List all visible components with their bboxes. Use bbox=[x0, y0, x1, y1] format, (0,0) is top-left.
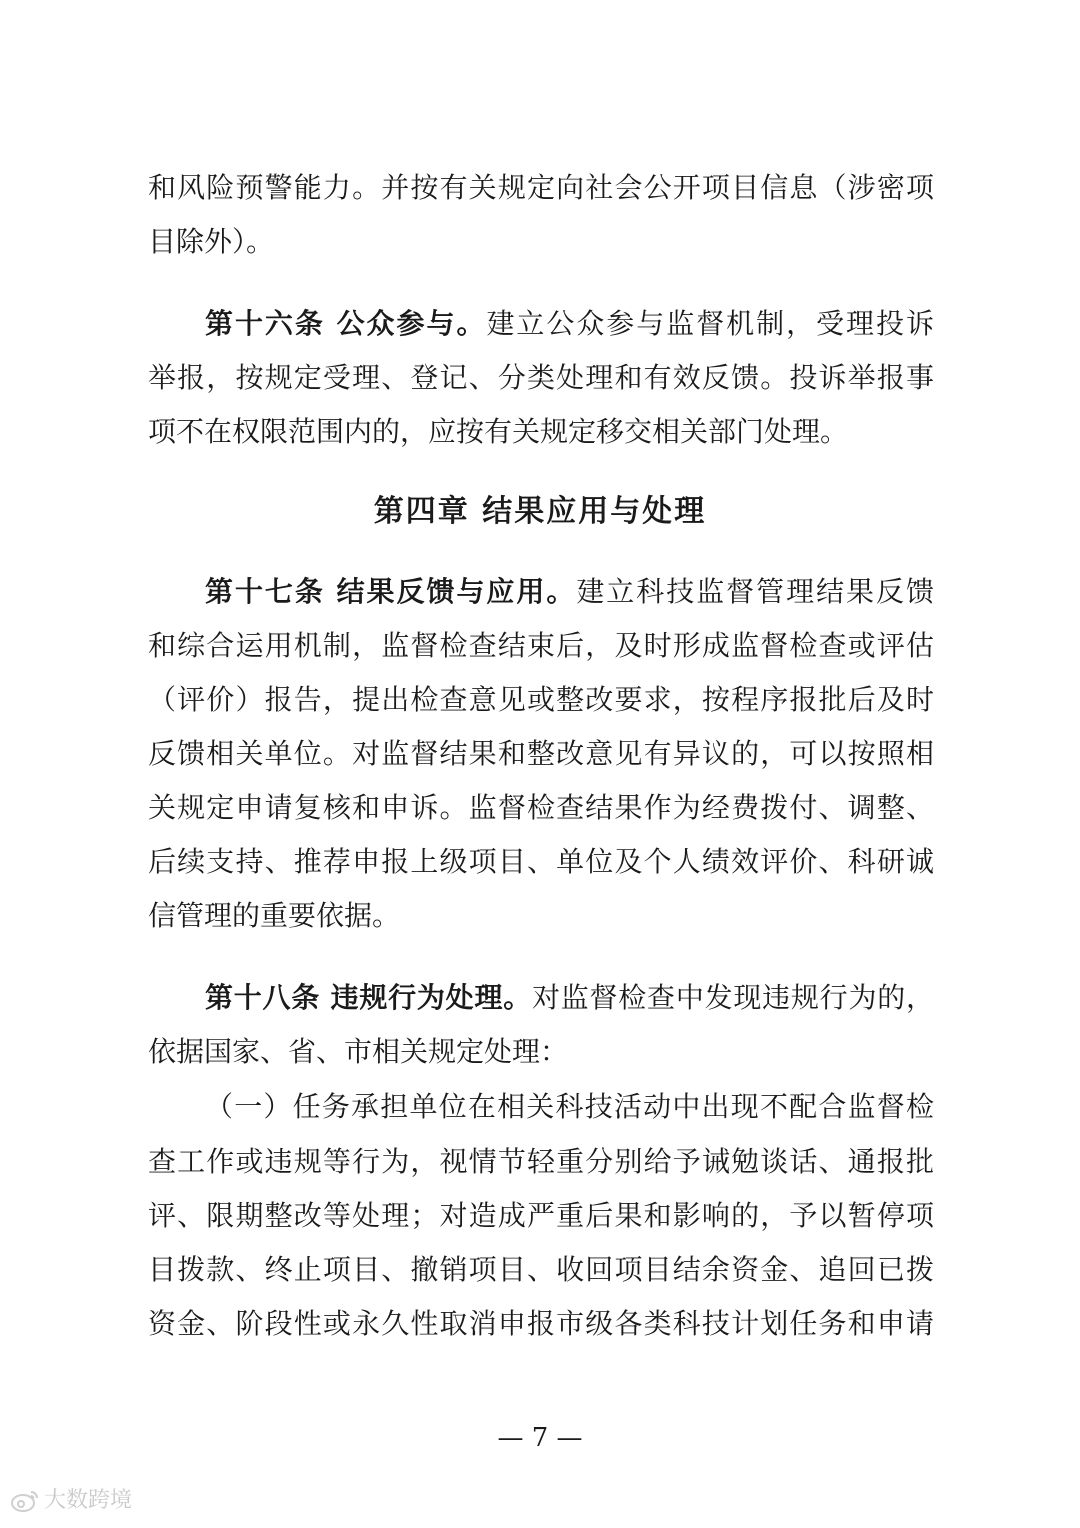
text-line: 评、限期整改等处理；对造成严重后果和影响的，予以暂停项 bbox=[148, 1199, 934, 1232]
text-line: 和综合运用机制，监督检查结束后，及时形成监督检查或评估 bbox=[148, 629, 934, 662]
article-16-text: 建立公众参与监督机制，受理投诉 bbox=[486, 307, 934, 340]
watermark-text: 大数跨境 bbox=[44, 1488, 133, 1513]
article-18-first-line bbox=[205, 971, 934, 1025]
text-line: 资金、阶段性或永久性取消申报市级各类科技计划任务和申请 bbox=[148, 1307, 934, 1340]
article-16-title: 第十六条 公众参与。 bbox=[205, 307, 487, 340]
weibo-logo-icon bbox=[10, 1489, 40, 1513]
text-line: （评价）报告，提出检查意见或整改要求，按程序报批后及时 bbox=[148, 683, 934, 716]
text-line: 关规定申请复核和申诉。监督检查结果作为经费拨付、调整、 bbox=[148, 791, 934, 824]
text-line: 依据国家、省、市相关规定处理： bbox=[148, 1035, 569, 1068]
text-line: 信管理的重要依据。 bbox=[148, 899, 401, 932]
text-line: 后续支持、推荐申报上级项目、单位及个人绩效评价、科研诚 bbox=[148, 845, 934, 878]
item-1-first-line: （一）任务承担单位在相关科技活动中出现不配合监督检 bbox=[205, 1090, 934, 1123]
article-18-title: 第十八条 违规行为处理。 bbox=[205, 981, 532, 1014]
text-line: 目除外）。 bbox=[148, 225, 275, 258]
text-line: 查工作或违规等行为，视情节轻重分别给予诫勉谈话、通报批 bbox=[148, 1145, 934, 1178]
text-line: 举报，按规定受理、登记、分类处理和有效反馈。投诉举报事 bbox=[148, 361, 934, 394]
text-line: 和风险预警能力。并按有关规定向社会公开项目信息（涉密项 bbox=[148, 171, 934, 204]
page-number: — 7 — bbox=[497, 1423, 583, 1453]
article-16-first-line bbox=[205, 297, 934, 351]
watermark bbox=[10, 1486, 132, 1516]
article-18-text: 对监督检查中发现违规行为的， bbox=[531, 981, 934, 1014]
text-line: 项不在权限范围内的，应按有关规定移交相关部门处理。 bbox=[148, 415, 849, 448]
text-line: 目拨款、终止项目、撤销项目、收回项目结余资金、追回已拨 bbox=[148, 1253, 934, 1286]
chapter-heading: 第四章 结果应用与处理 bbox=[373, 494, 707, 529]
text-line: 反馈相关单位。对监督结果和整改意见有异议的，可以按照相 bbox=[148, 737, 934, 770]
article-17-first-line bbox=[205, 565, 934, 619]
article-17-title: 第十七条 结果反馈与应用。 bbox=[205, 575, 577, 608]
article-17-text: 建立科技监督管理结果反馈 bbox=[576, 575, 934, 608]
